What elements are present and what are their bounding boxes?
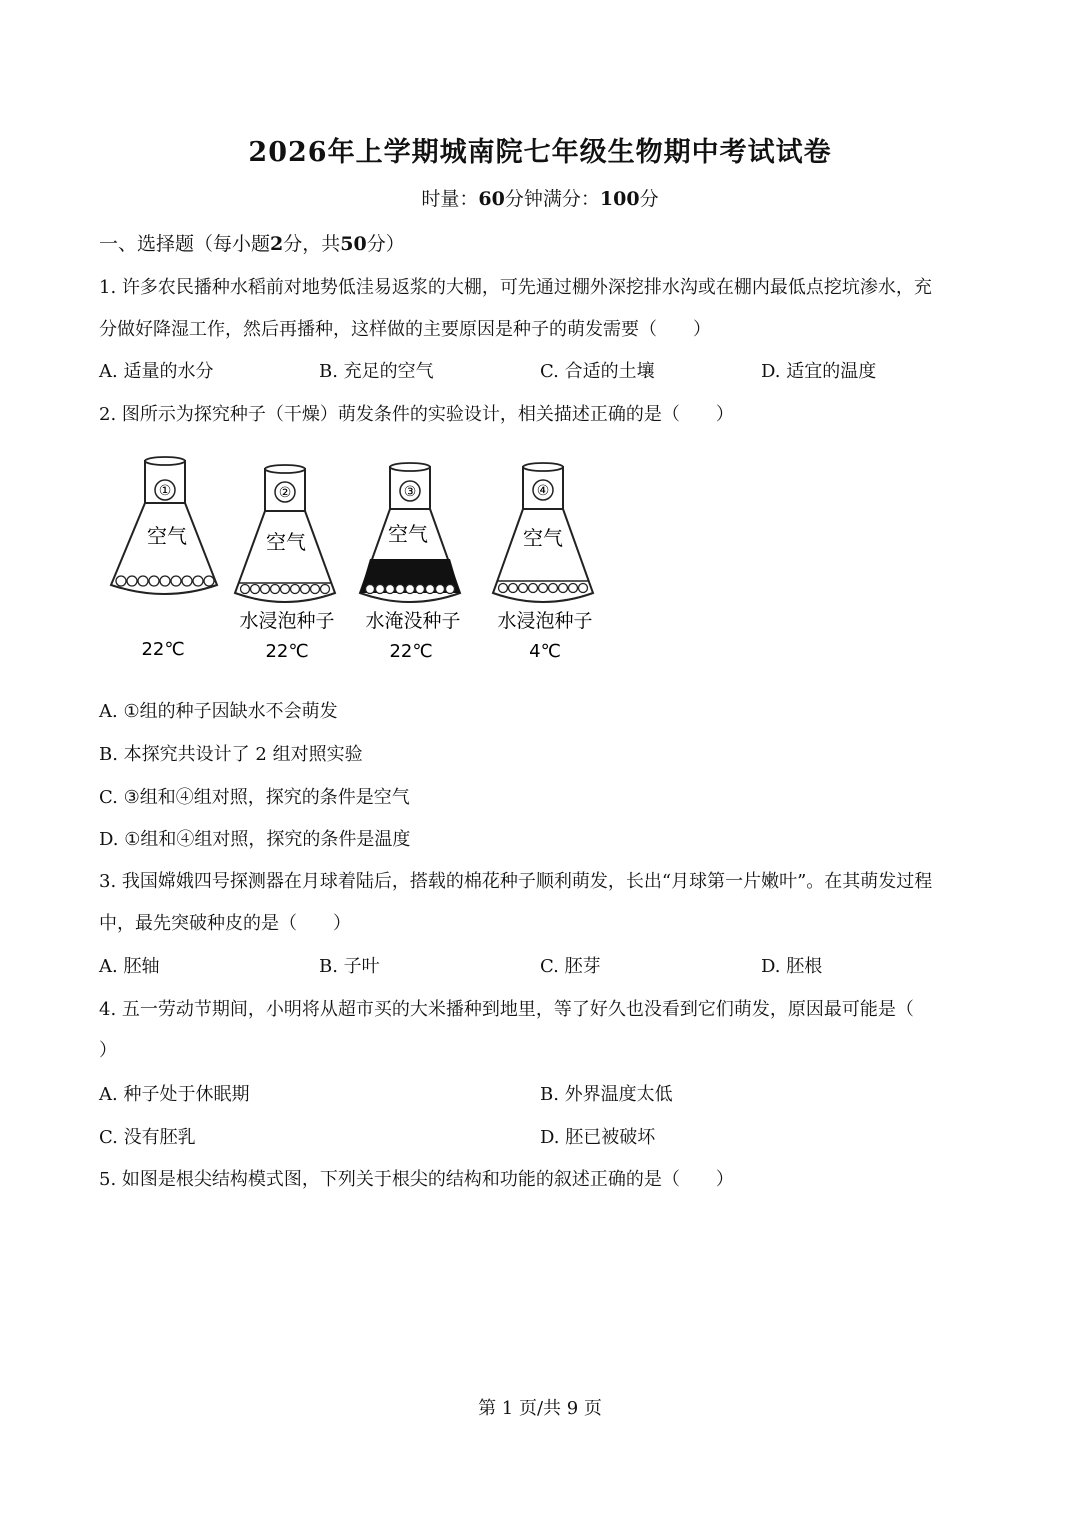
flask-2-air-label: 空气 xyxy=(266,530,306,554)
q4-option-b: B. 外界温度太低 xyxy=(540,1084,673,1105)
flask-3-number: ③ xyxy=(403,484,417,500)
q2-stem: 2. 图所示为探究种子（干燥）萌发条件的实验设计，相关描述正确的是（ ） xyxy=(99,404,734,425)
q4-option-d: D. 胚已被破坏 xyxy=(540,1127,656,1148)
q4-option-c: C. 没有胚乳 xyxy=(99,1127,196,1148)
flask-2 xyxy=(235,465,335,662)
flask-1 xyxy=(111,457,217,660)
exam-info xyxy=(0,184,1080,211)
page-footer: 第 1 页/共 9 页 xyxy=(478,1398,602,1419)
q3-option-a: A. 胚轴 xyxy=(99,956,160,977)
flask-1-number: ① xyxy=(158,483,172,499)
q5-stem: 5. 如图是根尖结构模式图，下列关于根尖的结构和功能的叙述正确的是（ ） xyxy=(99,1169,734,1190)
flask-2-number: ② xyxy=(278,485,292,501)
score-unit: 分 xyxy=(639,188,659,210)
flask-3-temperature: 22℃ xyxy=(389,641,433,662)
q1-stem-line1: 1. 许多农民播种水稻前对地势低洼易返浆的大棚，可先通过棚外深挖排水沟或在棚内最低点挖坑渗水，充 xyxy=(99,277,932,298)
q1-option-a: A. 适量的水分 xyxy=(99,361,214,382)
q2-option-a: A. ①组的种子因缺水不会萌发 xyxy=(99,701,338,722)
q2-option-c: C. ③组和④组对照，探究的条件是空气 xyxy=(99,787,410,808)
flask-3 xyxy=(360,463,461,662)
flask-4-seeds xyxy=(499,584,588,593)
q1-option-c: C. 合适的土壤 xyxy=(540,361,655,382)
page-title: 2026年上学期城南院七年级生物期中考试试卷 xyxy=(248,137,832,168)
q4-stem-line2: ） xyxy=(99,1040,117,1061)
flask-1-seeds xyxy=(116,576,214,586)
time-unit: 分钟满分： xyxy=(504,188,600,210)
flask-4-temperature: 4℃ xyxy=(529,641,561,662)
time-value: 60 xyxy=(478,188,505,210)
q2-option-b: B. 本探究共设计了 2 组对照实验 xyxy=(99,744,363,765)
flask-3-seeds xyxy=(366,585,455,594)
q4-option-a: A. 种子处于休眠期 xyxy=(99,1084,250,1105)
section-heading: 一、选择题（每小题2分，共50分） xyxy=(99,233,405,255)
flask-3-air-label: 空气 xyxy=(388,522,428,546)
score-value: 100 xyxy=(599,188,640,210)
q3-stem-line1: 3. 我国嫦娥四号探测器在月球着陆后，搭载的棉花种子顺利萌发，长出“月球第一片嫩叶”。在其萌发过程 xyxy=(99,871,933,892)
q1-stem-line2: 分做好降湿工作，然后再播种，这样做的主要原因是种子的萌发需要（ ） xyxy=(99,319,711,340)
flask-4 xyxy=(493,463,593,662)
q1-option-d: D. 适宜的温度 xyxy=(761,361,877,382)
time-label: 时量： xyxy=(421,188,479,210)
q3-stem-line2: 中，最先突破种皮的是（ ） xyxy=(99,913,351,934)
flask-4-air-label: 空气 xyxy=(523,526,563,550)
flask-1-air-label: 空气 xyxy=(147,524,187,548)
flask-4-condition: 水浸泡种子 xyxy=(497,610,593,632)
flask-2-seeds xyxy=(241,585,330,594)
q2-option-d: D. ①组和④组对照，探究的条件是温度 xyxy=(99,829,411,850)
q1-option-b: B. 充足的空气 xyxy=(319,361,434,382)
flask-4-number: ④ xyxy=(536,483,550,499)
q3-option-c: C. 胚芽 xyxy=(540,956,601,977)
flask-3-condition: 水淹没种子 xyxy=(365,610,461,632)
flask-2-temperature: 22℃ xyxy=(265,641,309,662)
flask-2-condition: 水浸泡种子 xyxy=(239,610,335,632)
q3-option-b: B. 子叶 xyxy=(319,956,380,977)
flask-1-temperature: 22℃ xyxy=(141,639,185,660)
q3-option-d: D. 胚根 xyxy=(761,956,823,977)
seed-germination-figure xyxy=(105,455,625,670)
q4-stem-line1: 4. 五一劳动节期间，小明将从超市买的大米播种到地里，等了好久也没看到它们萌发，原因最可能是（ xyxy=(99,999,914,1020)
